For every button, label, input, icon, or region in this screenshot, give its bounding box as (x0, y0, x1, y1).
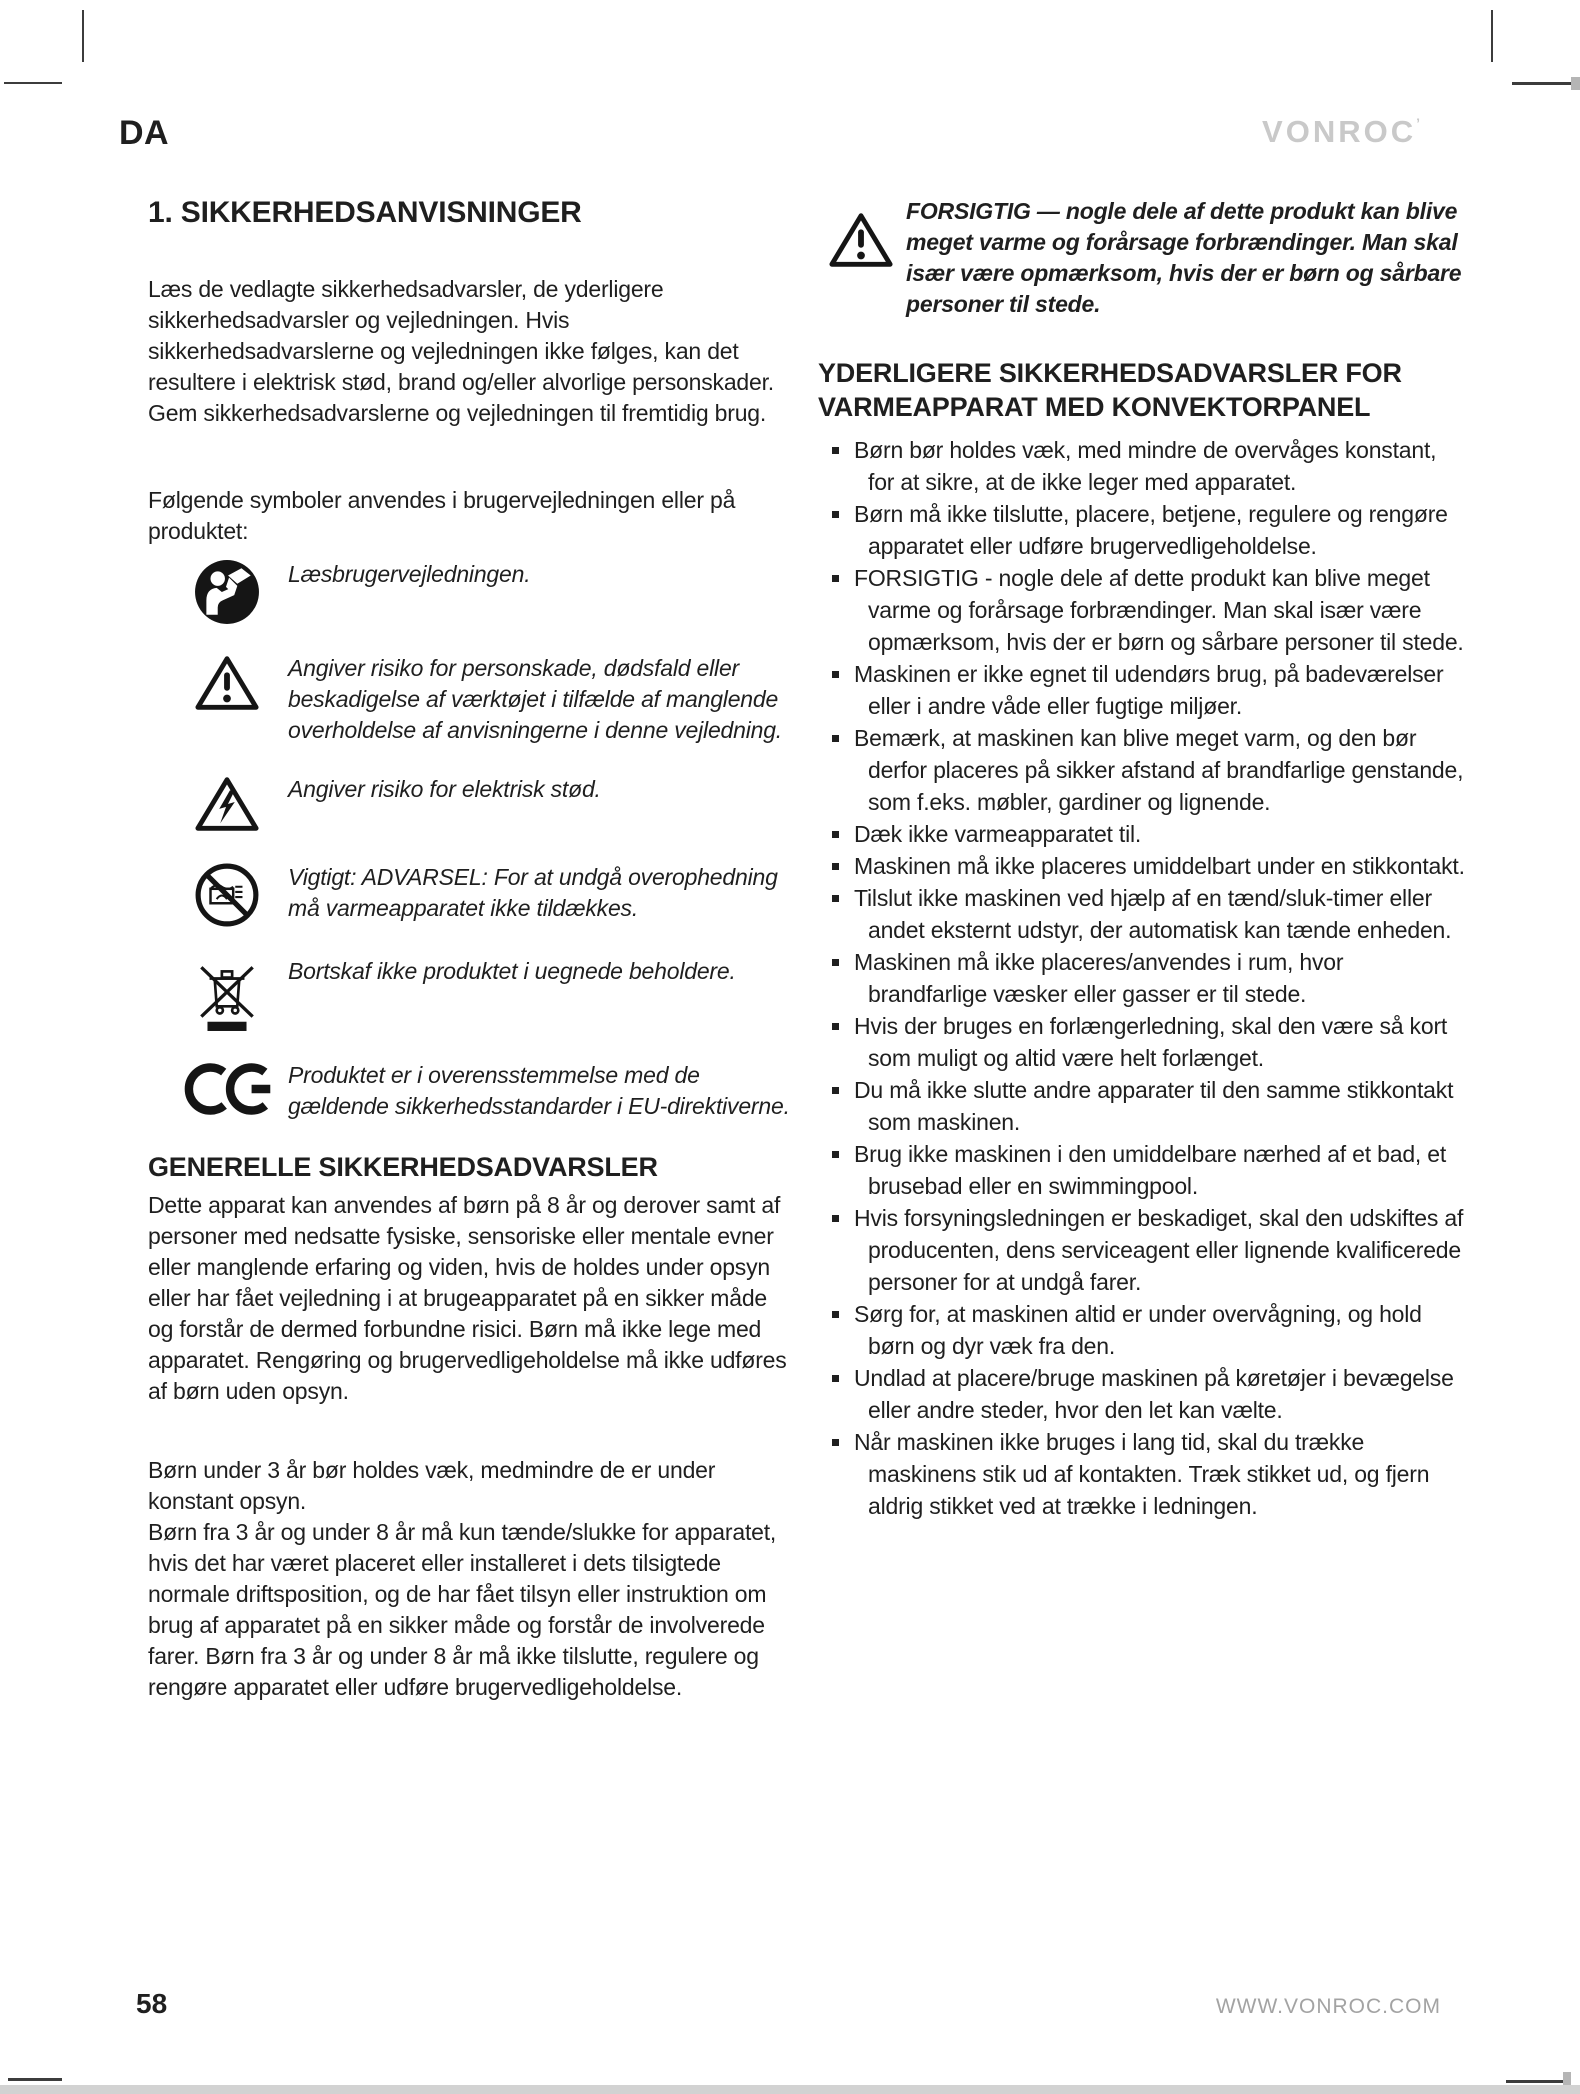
safety-bullet-list (818, 434, 1466, 1522)
safety-bullet: Hvis der bruges en forlængerledning, skal den være så kort som muligt og altid være helt forlænget. (818, 1010, 1466, 1074)
crop-mark-top-right-tick (1571, 77, 1580, 90)
symbols-intro-paragraph: Følgende symboler anvendes i brugervejledningen eller på produktet: (148, 487, 736, 544)
weee-bin-icon (148, 956, 288, 1032)
safety-bullet: Hvis forsyningsledningen er beskadiget, skal den udskiftes af producenten, dens serviceagent eller lignende kvalificerede personer for at undgå farer. (818, 1202, 1466, 1298)
symbol-caption: Angiver risiko for elektrisk stød. (288, 776, 601, 802)
symbol-row (148, 653, 796, 746)
section-heading: 1. SIKKERHEDSANVISNINGER (148, 196, 582, 229)
safety-bullet: Tilslut ikke maskinen ved hjælp af en tænd/sluk-timer eller andet eksternt udstyr, der automatisk kan tænde enheden. (818, 882, 1466, 946)
vonroc-logo-text: VONROC (1262, 114, 1417, 149)
safety-bullet: FORSIGTIG - nogle dele af dette produkt kan blive meget varme og forårsage forbrændinger. Man skal især være opmærksom, hvis der er børn og sårbare personer til stede. (818, 562, 1466, 658)
symbol-row (148, 1060, 796, 1122)
safety-bullet: Børn bør holdes væk, med mindre de overvåges konstant, for at sikre, at de ikke leger med apparatet. (818, 434, 1466, 498)
safety-bullet: Maskinen må ikke placeres umiddelbart under en stikkontakt. (818, 850, 1466, 882)
crop-mark-bottom-left-horizontal (8, 2078, 62, 2081)
symbol-row (148, 862, 796, 928)
left-column (148, 196, 796, 1703)
symbol-caption: Angiver risiko for personskade, dødsfald eller beskadigelse af værktøjet i tilfælde af manglende overholdelse af anvisningerne i denne vejledning. (288, 655, 782, 743)
crop-mark-top-left-horizontal (4, 82, 62, 84)
safety-bullet: Dæk ikke varmeapparatet til. (818, 818, 1466, 850)
language-tag: DA (119, 114, 170, 152)
electric-shock-icon (148, 774, 288, 834)
crop-mark-top-right-horizontal (1512, 82, 1572, 85)
children-paragraph-1: Børn under 3 år bør holdes væk, medmindre de er under konstant opsyn. (148, 1457, 716, 1514)
vonroc-logo (1262, 114, 1420, 150)
children-paragraph-2: Børn fra 3 år og under 8 år må kun tænde/slukke for apparatet, hvis det har været placeret eller installeret i dets tilsigtede normale driftsposition, og de har fået tilsyn eller instruktion om brug af apparatet på en sikker måde og forstår de involverede farer. Børn fra 3 år og under 8 år må ikke tilslutte, regulere og rengøre apparatet eller udføre brugervedligeholdelse. (148, 1519, 777, 1700)
safety-bullet: Undlad at placere/bruge maskinen på køretøjer i bevægelse eller andre steder, hvor den let kan vælte. (818, 1362, 1466, 1426)
safety-bullet: Når maskinen ikke bruges i lang tid, skal du trække maskinens stik ud af kontakten. Træk stikket ud, og fjern aldrig stikket ved at trække i ledningen. (818, 1426, 1466, 1522)
safety-bullet: Maskinen er ikke egnet til udendørs brug, på badeværelser eller i andre våde eller fugtige miljøer. (818, 658, 1466, 722)
symbol-row (148, 774, 796, 834)
right-column (818, 196, 1466, 1522)
safety-bullet: Bemærk, at maskinen kan blive meget varm, og den bør derfor placeres på sikker afstand af brandfarlige genstande, som f.eks. møbler, gardiner og lignende. (818, 722, 1466, 818)
symbol-row (148, 559, 796, 625)
general-safety-heading: GENERELLE SIKKERHEDSADVARSLER (148, 1152, 658, 1182)
symbol-caption: Bortskaf ikke produktet i uegnede beholdere. (288, 958, 736, 984)
caution-block (818, 196, 1466, 320)
vonroc-logo-tick: ’ (1416, 115, 1420, 131)
do-not-cover-icon (148, 862, 288, 928)
intro-paragraph: Læs de vedlagte sikkerhedsadvarsler, de yderligere sikkerhedsadvarsler og vejledningen. Hvis sikkerhedsadvarslerne og vejledningen ikke følges, kan det resultere i elektrisk stød, brand og/eller alvorlige personskader. Gem sikkerhedsadvarslerne og vejledningen til fremtidig brug. (148, 276, 774, 426)
symbol-caption: Vigtigt: ADVARSEL: For at undgå overophedning må varmeapparatet ikke tildækkes. (288, 864, 778, 921)
safety-bullet: Brug ikke maskinen i den umiddelbare nærhed af et bad, et brusebad eller en swimmingpool. (818, 1138, 1466, 1202)
safety-bullet: Børn må ikke tilslutte, placere, betjene, regulere og rengøre apparatet eller udføre brugervedligeholdelse. (818, 498, 1466, 562)
crop-mark-top-right-vertical (1491, 10, 1493, 62)
safety-bullet: Sørg for, at maskinen altid er under overvågning, og hold børn og dyr væk fra den. (818, 1298, 1466, 1362)
footer-url: WWW.VONROC.COM (1215, 1995, 1441, 2018)
crop-mark-top-left-vertical (82, 10, 84, 62)
page-bottom-band (0, 2085, 1580, 2094)
crop-mark-bottom-right-horizontal (1506, 2080, 1564, 2083)
read-manual-icon (148, 559, 288, 625)
page-number: 58 (136, 1988, 168, 2019)
symbol-caption: Produktet er i overensstemmelse med de gældende sikkerhedsstandarder i EU-direktiverne. (288, 1062, 790, 1119)
safety-bullet: Du må ikke slutte andre apparater til den samme stikkontakt som maskinen. (818, 1074, 1466, 1138)
additional-safety-heading: YDERLIGERE SIKKERHEDSADVARSLER FOR VARMEAPPARAT MED KONVEKTORPANEL (818, 358, 1402, 422)
symbol-row (148, 956, 796, 1032)
ce-mark-icon (148, 1060, 288, 1122)
safety-bullet: Maskinen må ikke placeres/anvendes i rum, hvor brandfarlige væsker eller gasser er til stede. (818, 946, 1466, 1010)
caution-text: FORSIGTIG — nogle dele af dette produkt kan blive meget varme og forårsage forbrændinger. Man skal især være opmærksom, hvis der er børn og sårbare personer til stede. (906, 198, 1462, 317)
warning-triangle-icon (148, 653, 288, 746)
general-safety-paragraph: Dette apparat kan anvendes af børn på 8 år og derover samt af personer med nedsatte fysiske, sensoriske eller mentale evner eller manglende erfaring og viden, hvis de holdes under opsyn eller har fået vejledning i at brugeapparatet på en sikker måde og forstår de dermed forbundne risici. Børn må ikke lege med apparatet. Rengøring og brugervedligeholdelse må ikke udføres af børn uden opsyn. (148, 1192, 787, 1404)
symbol-caption: Læsbrugervejledningen. (288, 561, 531, 587)
warning-triangle-icon (818, 196, 906, 320)
